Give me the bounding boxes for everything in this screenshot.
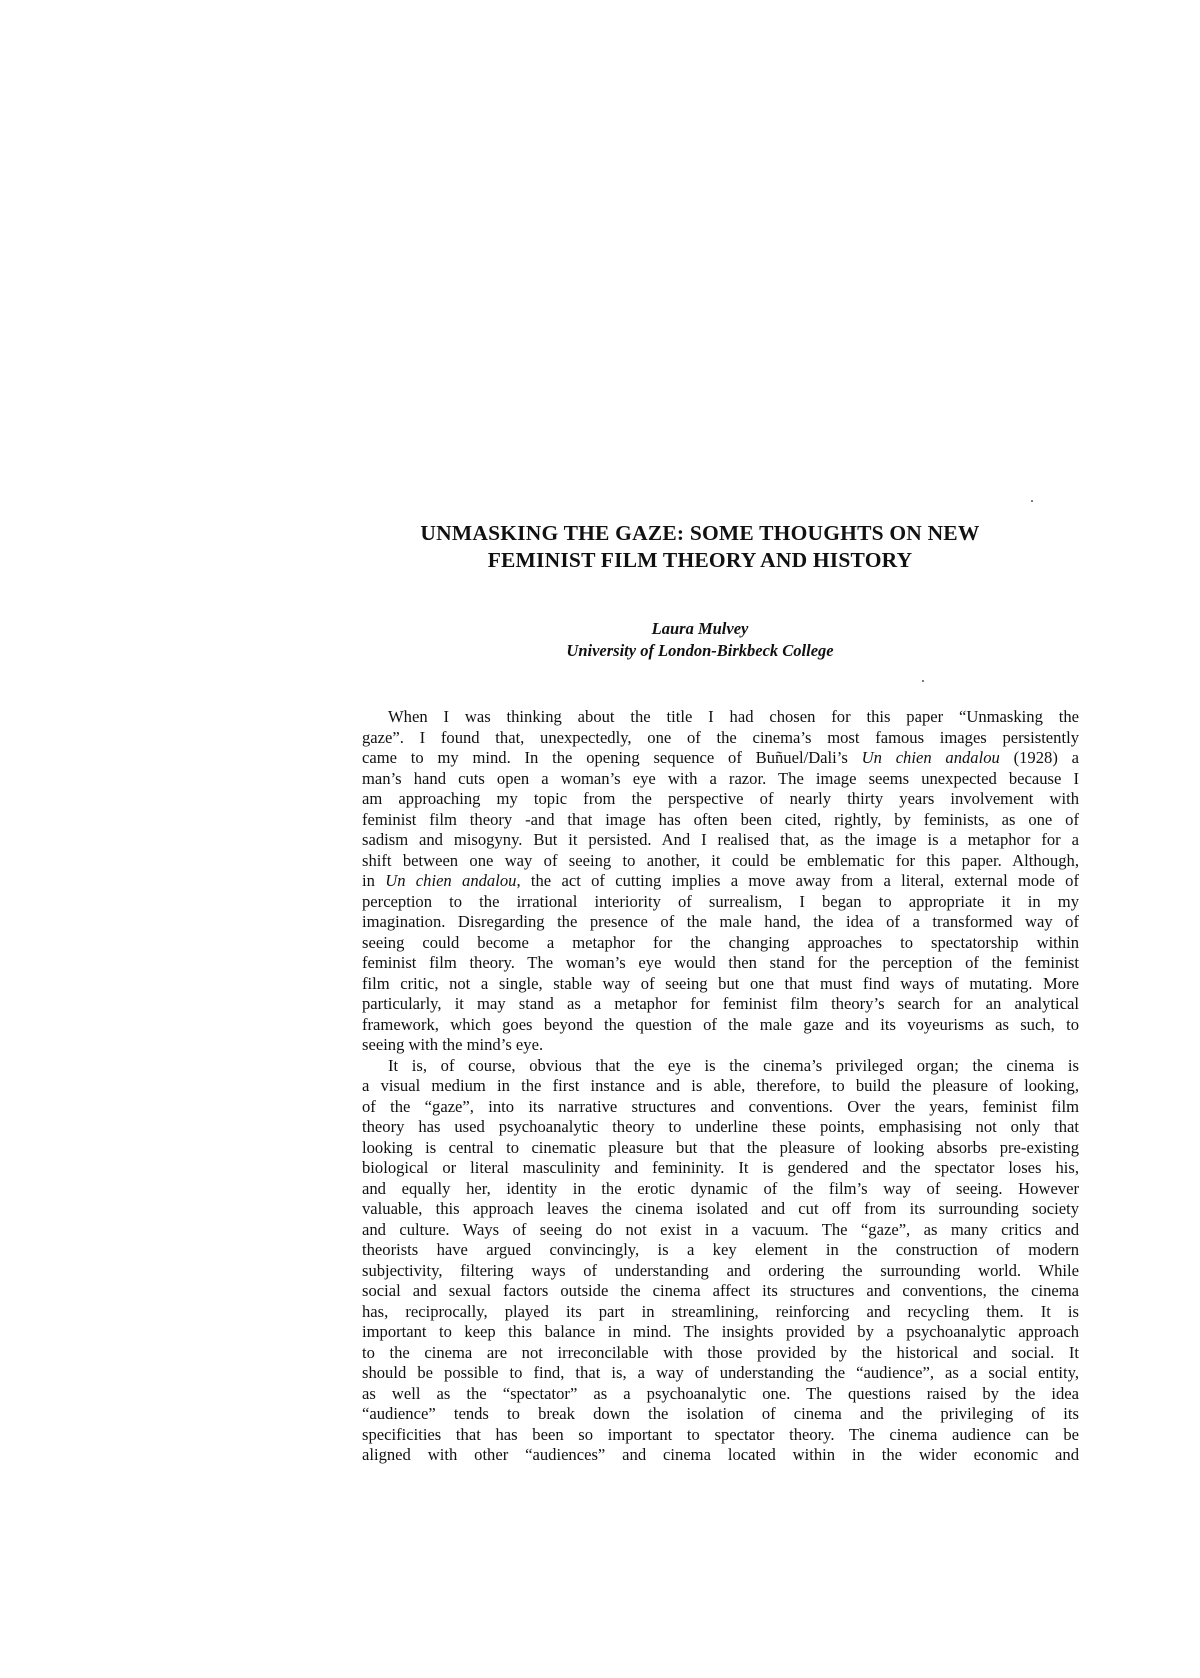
text-line — [362, 851, 1079, 872]
text-line — [362, 810, 1079, 831]
text-line — [362, 933, 1079, 954]
text-line: as well as the “spectator” as a psychoanalytic one. The questions raised by the idea — [362, 1383, 1079, 1403]
text-run: , the act of cutting implies a move away from a literal, external mode of — [516, 871, 1079, 890]
text-line — [362, 953, 1079, 974]
text-run: am approaching my topic from the perspective of nearly thirty years involvement with — [362, 789, 1079, 808]
text-line: It is, of course, obvious that the eye is the cinema’s privileged organ; the cinema is — [388, 1055, 1079, 1075]
text-line — [362, 1035, 1079, 1056]
scan-speck — [1031, 500, 1033, 502]
paragraph-2 — [362, 1056, 1079, 1466]
text-line: and culture. Ways of seeing do not exist in a vacuum. The “gaze”, as many critics and — [362, 1219, 1079, 1239]
text-line — [362, 748, 1079, 769]
text-line: to the cinema are not irreconcilable with those provided by the historical and social. It — [362, 1342, 1079, 1362]
paragraph-1 — [362, 707, 1079, 1056]
author-block — [340, 618, 1060, 662]
text-line — [362, 789, 1079, 810]
text-line — [362, 728, 1079, 749]
text-run: gaze”. I found that, unexpectedly, one of the cinema’s most famous images persistently — [362, 727, 1079, 747]
text-run: seeing could become a metaphor for the changing approaches to spectatorship within — [362, 932, 1079, 952]
text-line — [362, 707, 1079, 728]
text-line — [362, 912, 1079, 933]
paper-title-line-1: UNMASKING THE GAZE: SOME THOUGHTS ON NEW — [420, 521, 980, 545]
text-line: aligned with other “audiences” and cinema located within in the wider economic and — [362, 1445, 1079, 1464]
paper-title-line-2: FEMINIST FILM THEORY AND HISTORY — [487, 548, 913, 572]
text-line: social and sexual factors outside the cinema affect its structures and conventions, the cinema — [362, 1281, 1079, 1300]
text-line — [362, 994, 1079, 1015]
text-run: imagination. Disregarding the presence of the male hand, the idea of a transformed way of — [362, 912, 1079, 931]
text-line — [362, 769, 1079, 790]
text-run: When I was thinking about the title I had chosen for this paper “Unmasking the — [388, 707, 1079, 726]
text-line — [362, 830, 1079, 851]
text-run: feminist film theory. The woman’s eye would then stand for the perception of the feminist — [362, 953, 1079, 972]
body-text — [362, 707, 1079, 1466]
text-run: (1928) a — [999, 748, 1079, 767]
text-run: sadism and misogyny. But it persisted. And I realised that, as the image is a metaphor for a — [362, 830, 1079, 849]
text-line: and equally her, identity in the erotic dynamic of the film’s way of seeing. However — [362, 1178, 1079, 1198]
text-run: perception to the irrational interiority of surrealism, I began to appropriate it in my — [362, 891, 1079, 911]
text-run: film critic, not a single, stable way of seeing but one that must find ways of mutating. More — [362, 973, 1079, 993]
text-line — [362, 974, 1079, 995]
text-line: specificities that has been so important to spectator theory. The cinema audience can be — [362, 1424, 1079, 1444]
text-line — [362, 1015, 1079, 1036]
text-run: shift between one way of seeing to another, it could be emblematic for this paper. Although, — [362, 850, 1079, 870]
text-line: theorists have argued convincingly, is a key element in the construction of modern — [362, 1240, 1079, 1259]
text-line: biological or literal masculinity and femininity. It is gendered and the spectator loses his, — [362, 1158, 1079, 1177]
author-affiliation: University of London-Birkbeck College — [566, 641, 834, 660]
scan-speck — [922, 680, 924, 682]
text-line: subjectivity, filtering ways of understanding and ordering the surrounding world. While — [362, 1260, 1079, 1280]
text-line — [362, 892, 1079, 913]
text-line: important to keep this balance in mind. The insights provided by a psychoanalytic approach — [362, 1322, 1079, 1341]
text-run: in — [362, 871, 386, 890]
author-name: Laura Mulvey — [651, 619, 749, 638]
text-line: looking is central to cinematic pleasure but that the pleasure of looking absorbs pre-existing — [362, 1137, 1079, 1157]
text-run: feminist film theory -and that image has often been cited, rightly, by feminists, as one of — [362, 809, 1079, 829]
text-line: valuable, this approach leaves the cinema isolated and cut off from its surrounding society — [362, 1199, 1079, 1218]
text-run: man’s hand cuts open a woman’s eye with a razor. The image seems unexpected because I — [362, 768, 1079, 788]
text-line: a visual medium in the first instance and is able, therefore, to build the pleasure of looking, — [362, 1076, 1079, 1095]
text-run: particularly, it may stand as a metaphor for feminist film theory’s search for an analytical — [362, 994, 1079, 1013]
film-title-italic: Un chien andalou — [385, 871, 517, 890]
text-line: has, reciprocally, played its part in streamlining, reinforcing and recycling them. It is — [362, 1301, 1079, 1321]
text-run: came to my mind. In the opening sequence of Buñuel/Dali’s — [362, 748, 862, 767]
text-line: of the “gaze”, into its narrative structures and conventions. Over the years, feminist film — [362, 1096, 1079, 1116]
film-title-italic: Un chien andalou — [861, 748, 1000, 767]
text-run: framework, which goes beyond the question of the male gaze and its voyeurisms as such, to — [362, 1014, 1079, 1034]
paper-title — [340, 520, 1060, 574]
text-line: theory has used psychoanalytic theory to underline these points, emphasising not only that — [362, 1117, 1079, 1136]
text-run: seeing with the mind’s eye. — [362, 1035, 544, 1054]
text-line — [362, 871, 1079, 892]
text-line: “audience” tends to break down the isolation of cinema and the privileging of its — [362, 1404, 1079, 1423]
text-line: should be possible to find, that is, a way of understanding the “audience”, as a social entity, — [362, 1363, 1079, 1382]
